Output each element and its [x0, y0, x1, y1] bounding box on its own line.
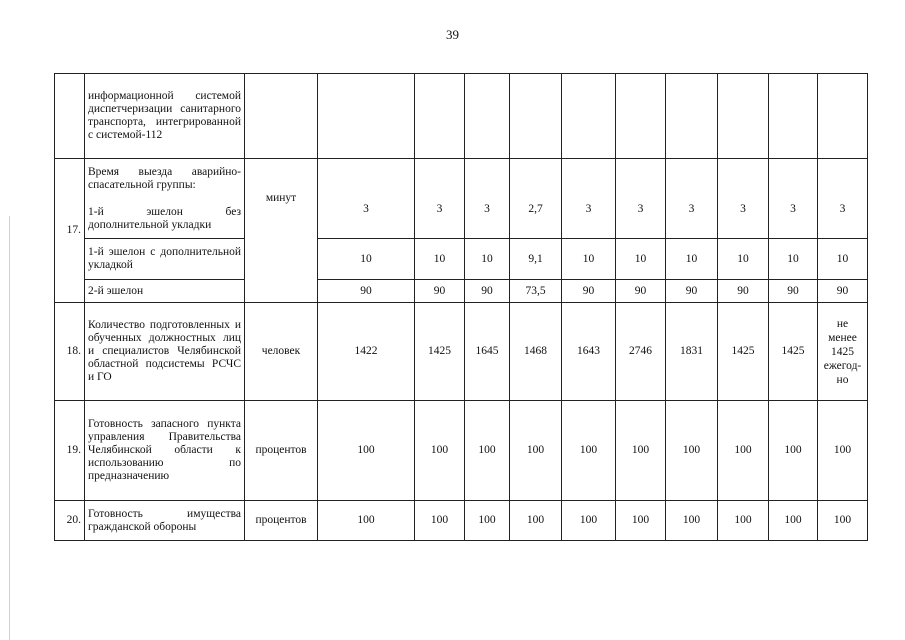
scan-edge-line [9, 216, 10, 640]
value-cell: 3 [769, 159, 818, 239]
note-line: не [836, 317, 849, 330]
value-cell: 10 [818, 239, 868, 280]
value-cell: 100 [562, 401, 616, 501]
value-cell: 100 [818, 501, 868, 541]
value-cell [769, 74, 818, 159]
indicator-name: Количество подготовленных и обученных должностных лиц и специалистов Челябинской областной подсистемы РСЧС и ГО [85, 303, 245, 401]
value-cell: 3 [616, 159, 666, 239]
value-cell: 1645 [465, 303, 510, 401]
value-cell: 1831 [666, 303, 718, 401]
indicator-name [85, 159, 245, 239]
value-cell [510, 74, 562, 159]
row-number: 18. [55, 303, 85, 401]
value-cell: 3 [666, 159, 718, 239]
value-cell: 2746 [616, 303, 666, 401]
value-cell: 100 [318, 401, 415, 501]
value-cell: 1425 [718, 303, 769, 401]
value-cell: 73,5 [510, 280, 562, 303]
value-cell: 10 [769, 239, 818, 280]
value-cell-note [818, 303, 868, 401]
unit-cell [245, 74, 318, 159]
value-cell: 90 [415, 280, 465, 303]
value-cell [562, 74, 616, 159]
value-cell: 3 [562, 159, 616, 239]
value-cell: 10 [318, 239, 415, 280]
value-cell: 3 [465, 159, 510, 239]
note-line: 1425 [831, 345, 854, 358]
value-cell [818, 74, 868, 159]
value-cell: 100 [415, 501, 465, 541]
unit-label: процентов [245, 501, 318, 541]
value-cell: 100 [616, 401, 666, 501]
value-cell: 3 [415, 159, 465, 239]
value-cell: 10 [616, 239, 666, 280]
note-line: ежегод- [823, 359, 862, 372]
value-cell: 100 [562, 501, 616, 541]
value-cell: 100 [718, 401, 769, 501]
value-cell [318, 74, 415, 159]
value-cell: 100 [666, 401, 718, 501]
value-cell: 100 [818, 401, 868, 501]
value-cell: 90 [318, 280, 415, 303]
note-line: менее [828, 331, 857, 344]
note-line: но [836, 373, 849, 386]
table-row-17-sub3 [55, 280, 868, 303]
unit-label: человек [245, 303, 318, 401]
value-cell: 90 [616, 280, 666, 303]
value-cell: 1468 [510, 303, 562, 401]
value-cell: 100 [510, 501, 562, 541]
table-row-19 [55, 401, 868, 501]
value-cell: 90 [562, 280, 616, 303]
table-row-20 [55, 501, 868, 541]
value-cell: 100 [465, 501, 510, 541]
value-cell: 1643 [562, 303, 616, 401]
sub-indicator-name: 1-й эшелон без дополнительной укладки [88, 205, 241, 231]
value-cell: 10 [562, 239, 616, 280]
value-cell: 1422 [318, 303, 415, 401]
value-cell: 90 [718, 280, 769, 303]
value-cell: 10 [718, 239, 769, 280]
value-cell: 1425 [415, 303, 465, 401]
table-row-continuation [55, 74, 868, 159]
value-cell: 100 [769, 501, 818, 541]
value-cell: 3 [318, 159, 415, 239]
table-row-17-sub2 [55, 239, 868, 280]
value-cell [415, 74, 465, 159]
indicator-name: Готовность запасного пункта управления Правительства Челябинской области к использованию по предназначению [85, 401, 245, 501]
value-cell: 100 [718, 501, 769, 541]
value-cell: 100 [666, 501, 718, 541]
value-cell: 90 [769, 280, 818, 303]
unit-cell [245, 159, 318, 303]
value-cell: 100 [318, 501, 415, 541]
value-cell: 1425 [769, 303, 818, 401]
value-cell: 3 [718, 159, 769, 239]
indicator-name: Готовность имущества гражданской обороны [85, 501, 245, 541]
value-cell: 100 [415, 401, 465, 501]
value-cell: 90 [818, 280, 868, 303]
value-cell: 10 [666, 239, 718, 280]
value-cell [718, 74, 769, 159]
value-cell: 10 [415, 239, 465, 280]
page-number: 39 [446, 27, 459, 42]
value-cell: 100 [616, 501, 666, 541]
value-cell: 9,1 [510, 239, 562, 280]
value-cell: 90 [465, 280, 510, 303]
indicator-name: информационной системой диспетчеризации санитарного транспорта, интегрированной с системой-112 [85, 74, 245, 159]
value-cell [666, 74, 718, 159]
spacer [88, 192, 241, 206]
value-cell [465, 74, 510, 159]
value-cell: 100 [510, 401, 562, 501]
row-number: 19. [55, 401, 85, 501]
value-cell: 100 [769, 401, 818, 501]
row-number: 17. [55, 159, 85, 303]
sub-indicator-name: 1-й эшелон с дополнительной укладкой [85, 239, 245, 280]
value-cell: 10 [465, 239, 510, 280]
table-row-17 [55, 159, 868, 239]
value-cell: 100 [465, 401, 510, 501]
value-cell: 2,7 [510, 159, 562, 239]
value-cell [616, 74, 666, 159]
value-cell: 3 [818, 159, 868, 239]
row-number: 20. [55, 501, 85, 541]
unit-label: процентов [245, 401, 318, 501]
unit-label: минут [265, 192, 297, 204]
indicators-table [54, 73, 868, 541]
sub-indicator-name: 2-й эшелон [85, 280, 245, 303]
value-cell: 90 [666, 280, 718, 303]
table-row-18 [55, 303, 868, 401]
indicator-intro: Время выезда аварийно-спасательной группы: [88, 165, 241, 191]
row-number-cell [55, 74, 85, 159]
